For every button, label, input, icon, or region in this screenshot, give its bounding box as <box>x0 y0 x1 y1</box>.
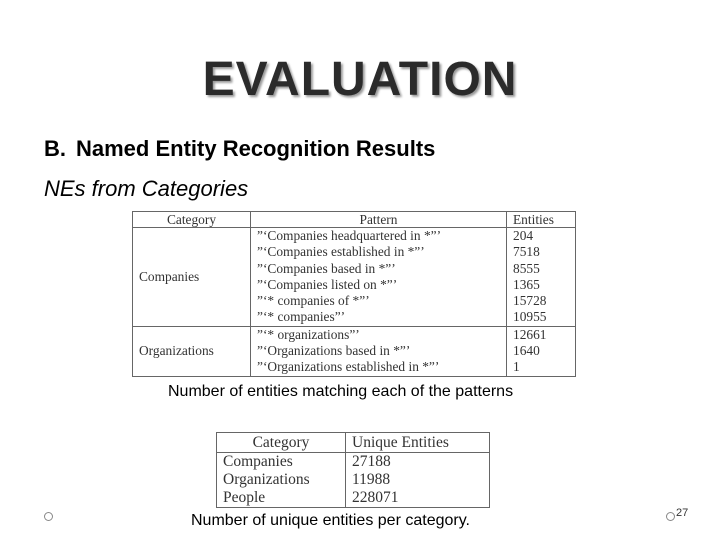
entities-cell: 1 <box>513 359 520 375</box>
unique-entities-table <box>216 432 490 508</box>
pattern-entities-table <box>132 211 576 377</box>
table-row <box>217 453 490 472</box>
table1-caption: Number of entities matching each of the patterns <box>168 383 514 400</box>
table-row <box>133 326 576 343</box>
table-row <box>217 489 490 508</box>
entities-cell: 1640 <box>513 343 540 359</box>
right-bullet-dot <box>666 512 675 521</box>
column-header-entities: Entities <box>507 212 576 228</box>
column-header-category: Category <box>133 212 251 228</box>
table-header-row <box>217 433 490 453</box>
entities-cell: 8555 <box>513 260 540 276</box>
entities-cell: 7518 <box>513 244 540 260</box>
entities-cell: 10955 <box>507 309 576 326</box>
section-heading <box>44 136 435 162</box>
value-cell: 228071 <box>352 489 399 506</box>
pattern-cell: ”‘Companies based in *”’ <box>251 261 507 277</box>
entities-cell: 204 <box>513 228 534 243</box>
entities-cell: 12661 <box>513 326 547 342</box>
table-header-row <box>133 212 576 228</box>
page-number: 27 <box>676 507 689 519</box>
column-header-unique-entities: Unique Entities <box>346 433 490 453</box>
category-cell: Organizations <box>217 471 346 489</box>
subheading: NEs from Categories <box>44 176 249 201</box>
pattern-cell: ”‘* organizations”’ <box>251 326 507 343</box>
pattern-cell: ”‘Organizations established in *”’ <box>251 359 507 376</box>
slide-title: EVALUATION <box>202 53 518 106</box>
category-cell: Companies <box>133 228 251 327</box>
pattern-cell: ”‘Companies headquartered in *”’ <box>251 228 507 245</box>
table2-caption: Number of unique entities per category. <box>191 512 470 529</box>
table-row <box>217 471 490 489</box>
left-bullet-dot <box>44 512 53 521</box>
column-header-category: Category <box>217 433 346 453</box>
category-cell: Companies <box>217 453 346 472</box>
category-cell: People <box>217 489 346 508</box>
pattern-cell: ”‘Companies listed on *”’ <box>251 277 507 293</box>
pattern-cell: ”‘* companies of *”’ <box>251 293 507 309</box>
value-cell: 11988 <box>352 471 391 488</box>
column-header-pattern: Pattern <box>251 212 507 228</box>
entities-cell: 1365 <box>513 276 540 292</box>
entities-cell: 15728 <box>513 293 547 309</box>
table-row <box>133 228 576 245</box>
section-heading-text: Named Entity Recognition Results <box>76 136 436 161</box>
value-cell: 27188 <box>352 453 391 470</box>
pattern-cell: ”‘Organizations based in *”’ <box>251 343 507 359</box>
category-cell: Organizations <box>133 326 251 376</box>
pattern-cell: ”‘* companies”’ <box>251 309 507 326</box>
pattern-cell: ”‘Companies established in *”’ <box>251 244 507 260</box>
section-letter: B. <box>44 136 66 161</box>
